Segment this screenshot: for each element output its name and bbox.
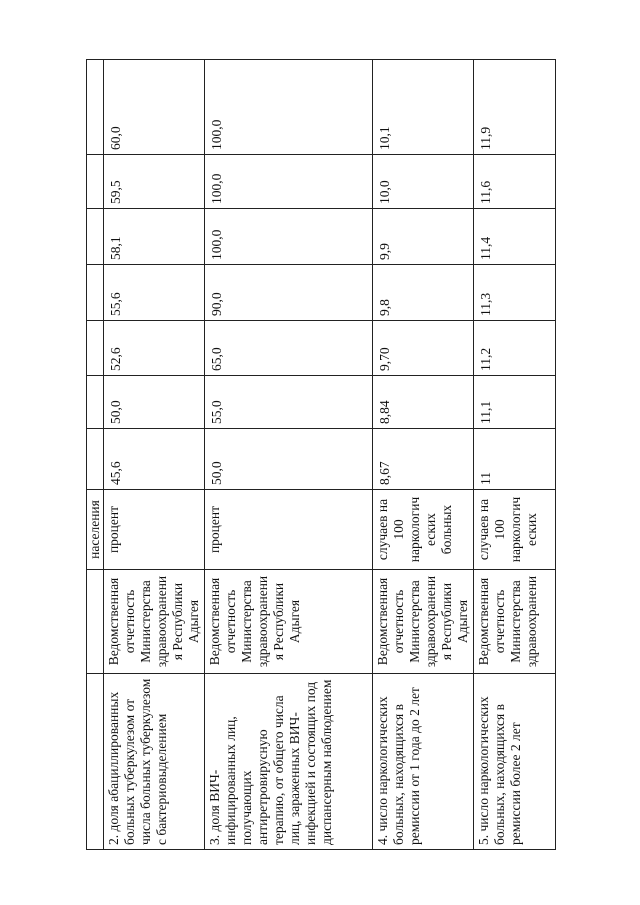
value-cell: 55,6 (104, 265, 205, 321)
indicator-source: Ведомственная отчетность Министерства здравоохранени я Республики Адыгея (373, 570, 474, 674)
value-cell: 11,2 (474, 321, 556, 376)
value-cell: 59,5 (104, 155, 205, 209)
value-cell: 9,9 (373, 209, 474, 265)
value-cell: 58,1 (104, 209, 205, 265)
rotated-table-container (86, 60, 545, 850)
indicator-name: 4. число наркологических больных, находящихся в ремиссии от 1 года до 2 лет (373, 674, 474, 850)
value-cell: 50,0 (104, 376, 205, 429)
value-cell: 11,4 (474, 209, 556, 265)
header-row (87, 60, 104, 850)
value-cell: 55,0 (205, 376, 373, 429)
indicator-source: Ведомственная отчетность Министерства здравоохранени я Республики Адыгея (205, 570, 373, 674)
indicator-name: 3. доля ВИЧ-инфицированных лиц, получающих антиретровирусную терапию, от общего числа лиц, зараженных ВИЧ-инфекцией и состоящих под диспансерным наблюдением (205, 674, 373, 850)
value-cell: 100,0 (205, 60, 373, 155)
value-cell: 65,0 (205, 321, 373, 376)
table-row (373, 60, 474, 850)
value-cell: 60,0 (104, 60, 205, 155)
value-cell: 9,70 (373, 321, 474, 376)
indicator-unit: процент (104, 490, 205, 570)
indicator-name: 2. доля абациллированных больных туберкулезом от числа больных туберкулезом с бактериовыделением (104, 674, 205, 850)
table-row (474, 60, 556, 850)
indicator-source: Ведомственная отчетность Министерства здравоохранени я Республики Адыгея (104, 570, 205, 674)
value-cell: 50,0 (205, 429, 373, 490)
value-cell: 11 (474, 429, 556, 490)
value-cell: 11,6 (474, 155, 556, 209)
value-cell: 9,8 (373, 265, 474, 321)
indicator-unit: случаев на 100 наркологич еских больных (373, 490, 474, 570)
value-cell: 11,3 (474, 265, 556, 321)
value-cell: 90,0 (205, 265, 373, 321)
value-cell: 10,1 (373, 60, 474, 155)
value-cell: 100,0 (205, 155, 373, 209)
value-cell: 8,84 (373, 376, 474, 429)
indicator-unit: процент (205, 490, 373, 570)
value-cell: 11,9 (474, 60, 556, 155)
value-cell: 8,67 (373, 429, 474, 490)
indicator-name: 5. число наркологических больных, находящихся в ремиссии более 2 лет (474, 674, 556, 850)
value-cell: 52,6 (104, 321, 205, 376)
table-row (104, 60, 205, 850)
value-cell: 11,1 (474, 376, 556, 429)
value-cell: 45,6 (104, 429, 205, 490)
value-cell: 10,0 (373, 155, 474, 209)
table-row (205, 60, 373, 850)
value-cell: 100,0 (205, 209, 373, 265)
indicators-table (86, 59, 556, 850)
indicator-unit: случаев на 100 наркологич еских (474, 490, 556, 570)
header-unit-cell: населения (87, 490, 104, 570)
indicator-source: Ведомственная отчетность Министерства здравоохранени (474, 570, 556, 674)
